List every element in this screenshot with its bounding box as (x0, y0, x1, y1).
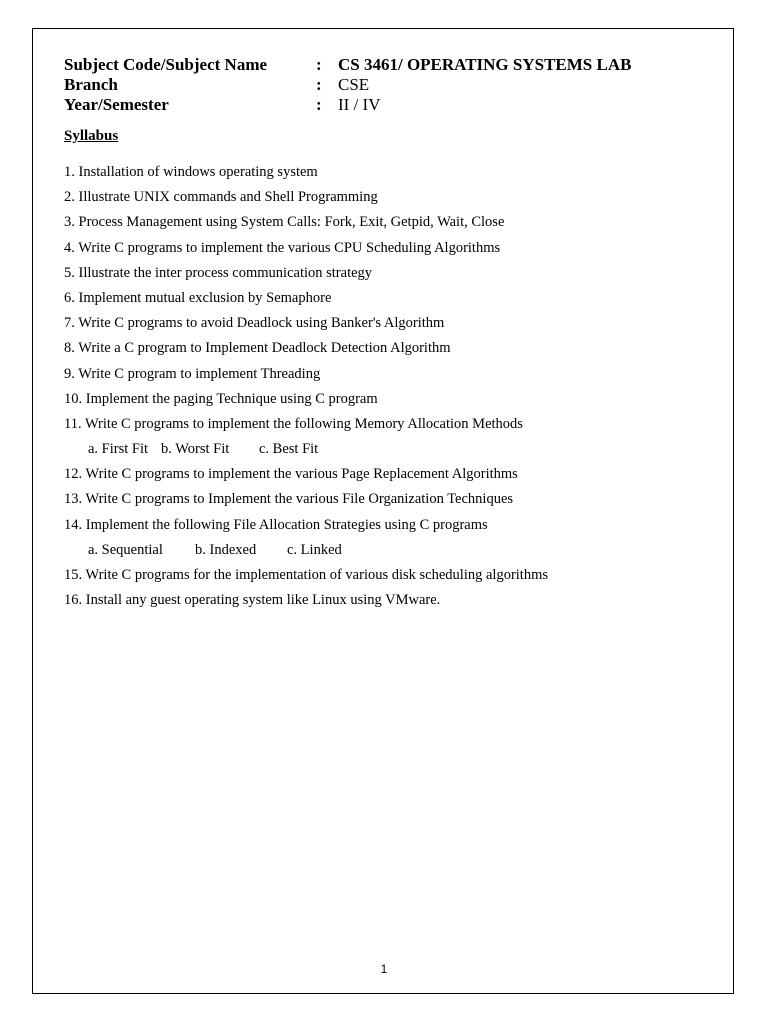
year-semester-label: Year/Semester (64, 95, 169, 114)
syllabus-item: 12. Write C programs to implement the various Page Replacement Algorithms (64, 466, 518, 483)
header-row-year-semester (64, 95, 704, 115)
subject-label: Subject Code/Subject Name (64, 55, 268, 74)
file-allocation-options (64, 538, 714, 563)
syllabus-item: 6. Implement mutual exclusion by Semaphore (64, 289, 332, 306)
subject-value: CS 3461/ OPERATING SYSTEMS LAB (338, 55, 632, 74)
syllabus-item: 8. Write a C program to Implement Deadlock Detection Algorithm (64, 340, 451, 357)
syllabus-item: 13. Write C programs to Implement the various File Organization Techniques (64, 491, 514, 508)
syllabus-item: 1. Installation of windows operating system (64, 164, 318, 180)
syllabus-item: 10. Implement the paging Technique using C program (64, 390, 378, 407)
syllabus-item: 2. Illustrate UNIX commands and Shell Programming (64, 189, 378, 206)
syllabus-title: Syllabus (64, 128, 119, 144)
syllabus-item: 15. Write C programs for the implementation of various disk scheduling algorithms (64, 567, 549, 583)
syllabus-item: 4. Write C programs to implement the various CPU Scheduling Algorithms (64, 239, 501, 256)
branch-label: Branch (64, 75, 118, 94)
header-row-branch (64, 75, 704, 95)
branch-value: CSE (338, 75, 370, 94)
memory-allocation-options (64, 437, 714, 462)
option-indexed: b. Indexed (195, 541, 257, 558)
syllabus-item: 7. Write C programs to avoid Deadlock using Banker's Algorithm (64, 315, 445, 332)
header-row-subject (64, 55, 704, 75)
option-worst-fit: b. Worst Fit (161, 441, 230, 458)
subject-header (64, 55, 704, 115)
option-linked: c. Linked (287, 541, 342, 558)
syllabus-item: 11. Write C programs to implement the following Memory Allocation Methods (64, 415, 523, 432)
syllabus-item: 9. Write C program to implement Threading (64, 365, 321, 382)
year-semester-value: II / IV (338, 95, 381, 114)
option-best-fit: c. Best Fit (259, 441, 319, 458)
subject-colon: : (316, 55, 322, 74)
syllabus-item: 14. Implement the following File Allocation Strategies using C programs (64, 516, 488, 533)
syllabus-item: 3. Process Management using System Calls: Fork, Exit, Getpid, Wait, Close (64, 214, 505, 231)
option-first-fit: a. First Fit (88, 441, 149, 458)
branch-colon: : (316, 75, 322, 94)
option-sequential: a. Sequential (88, 541, 163, 558)
syllabus-list (64, 160, 714, 613)
page-number: 1 (380, 962, 388, 976)
syllabus-item: 16. Install any guest operating system like Linux using VMware. (64, 592, 441, 609)
year-semester-colon: : (316, 95, 322, 114)
syllabus-item: 5. Illustrate the inter process communication strategy (64, 264, 373, 281)
